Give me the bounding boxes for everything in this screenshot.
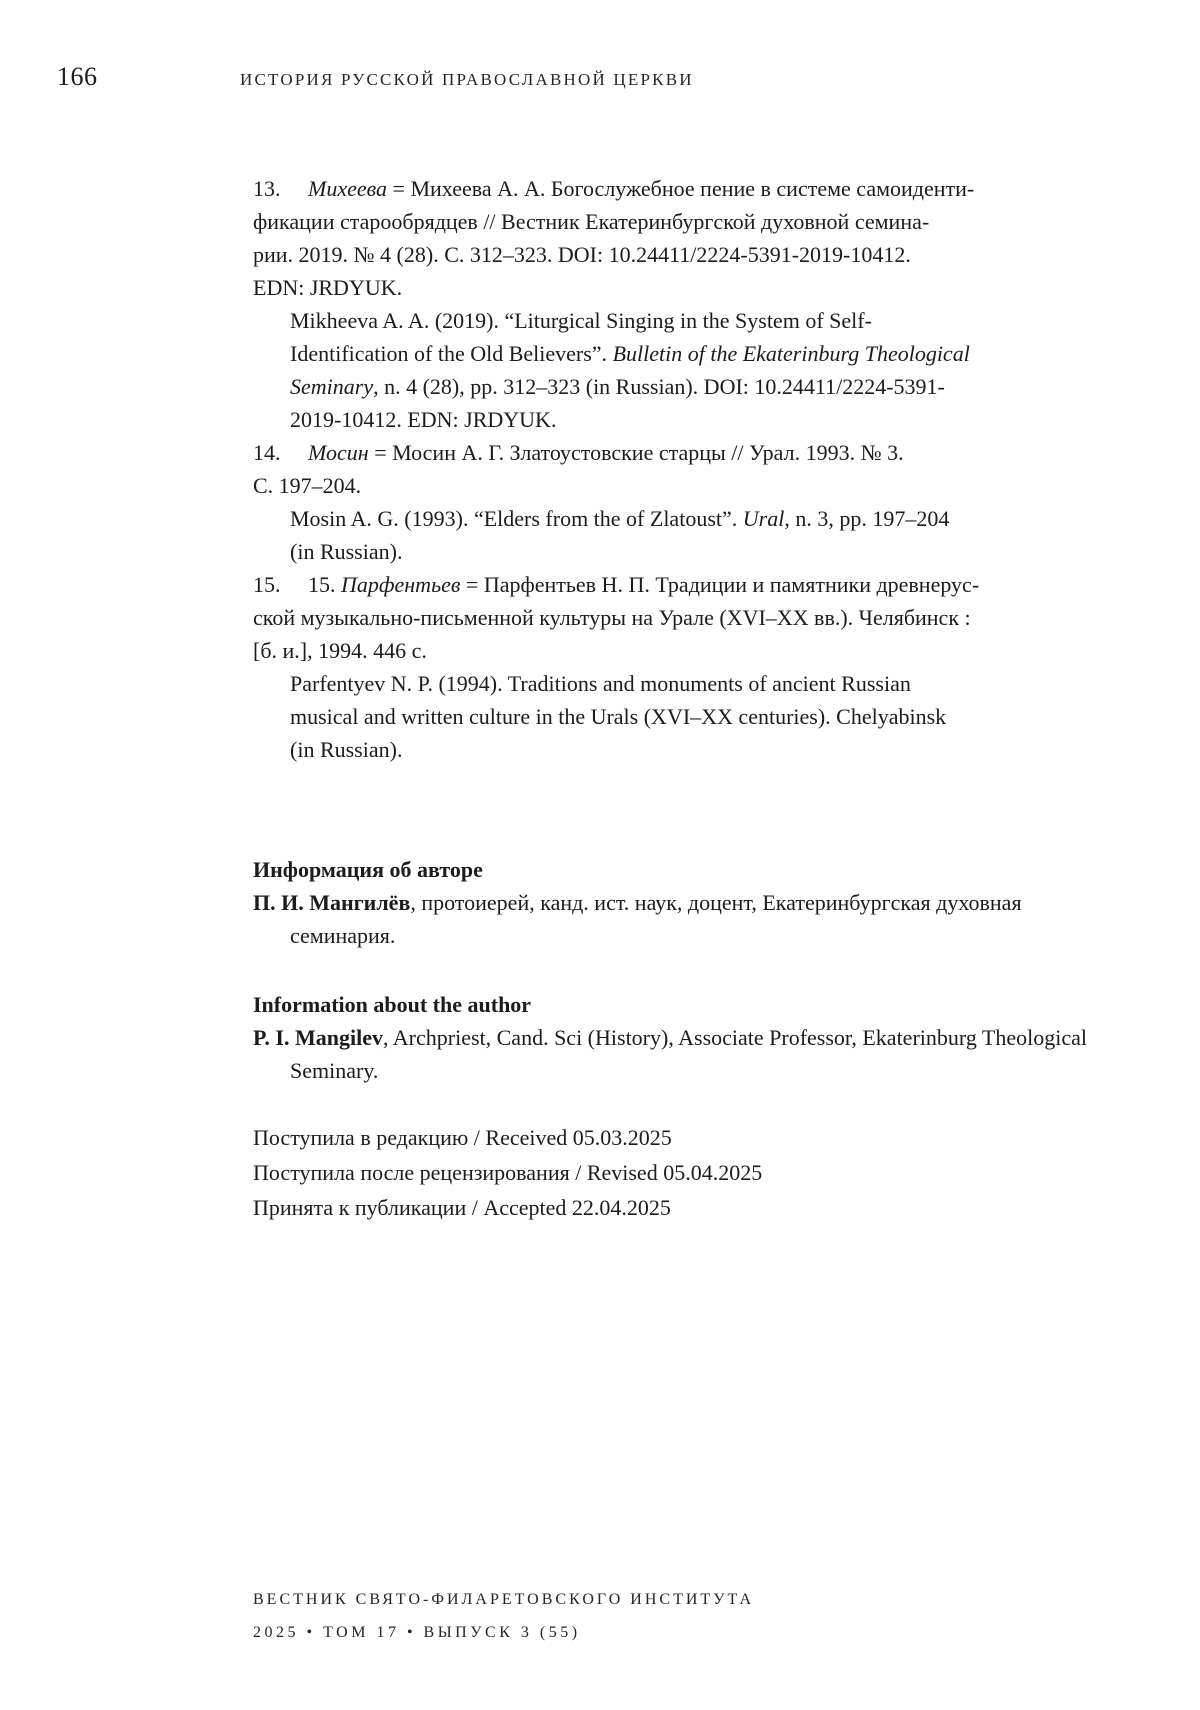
reference-line: Identification of the Old Believers”. Bulletin of the Ekaterinburg Theological xyxy=(290,341,970,366)
reference-line: С. 197–204. xyxy=(253,473,362,498)
author-info-ru-line: П. И. Мангилёв, протоиерей, канд. ист. наук, доцент, Екатеринбургская духовная xyxy=(253,890,1022,915)
reference-line: 14. Мосин = Мосин А. Г. Златоустовские старцы // Урал. 1993. № 3. xyxy=(253,440,904,465)
reference-line: 13. Михеева = Михеева А. А. Богослужебное пение в системе самоиденти- xyxy=(253,176,975,201)
reference-line: фикации старообрядцев // Вестник Екатеринбургской духовной семина- xyxy=(253,209,930,234)
reference-item-14 xyxy=(253,436,990,568)
page-number: 166 xyxy=(57,62,98,91)
page-footer xyxy=(253,1591,754,1642)
reference-line: Mosin A. G. (1993). “Elders from the of Zlatoust”. Ural, n. 3, pp. 197–204 xyxy=(290,506,950,531)
reference-14-translation xyxy=(253,502,990,568)
footer-journal-title: ВЕСТНИК СВЯТО-ФИЛАРЕТОВСКОГО ИНСТИТУТА xyxy=(253,1591,755,1608)
reference-line: (in Russian). xyxy=(290,539,403,564)
author-info-ru-line: семинария. xyxy=(290,923,396,948)
author-info-en-line: P. I. Mangilev, Archpriest, Cand. Sci (History), Associate Professor, Ekaterinburg Theological xyxy=(253,1025,1087,1050)
reference-item-15 xyxy=(253,568,990,766)
dates-section xyxy=(253,1120,990,1225)
reference-line: 2019-10412. EDN: JRDYUK. xyxy=(290,407,557,432)
reference-line: Mikheeva A. A. (2019). “Liturgical Singing in the System of Self- xyxy=(290,308,872,333)
date-received-line: Поступила в редакцию / Received 05.03.2025 xyxy=(253,1125,672,1150)
reference-line: musical and written culture in the Urals (XVI–XX centuries). Chelyabinsk xyxy=(290,704,947,729)
author-info-en-heading: Information about the author xyxy=(253,992,532,1017)
author-info-en-section xyxy=(253,988,1087,1087)
footer-issue-line: 2025 • ТОМ 17 • ВЫПУСК 3 (55) xyxy=(253,1624,581,1641)
reference-13-russian xyxy=(253,172,990,304)
reference-item-13 xyxy=(253,172,990,436)
running-head: ИСТОРИЯ РУССКОЙ ПРАВОСЛАВНОЙ ЦЕРКВИ xyxy=(240,70,694,89)
author-info-en-line: Seminary. xyxy=(290,1058,379,1083)
author-info-ru-section xyxy=(253,853,1022,952)
reference-15-russian xyxy=(253,568,990,667)
reference-15-translation xyxy=(253,667,990,766)
reference-line: EDN: JRDYUK. xyxy=(253,275,403,300)
reference-line: рии. 2019. № 4 (28). С. 312–323. DOI: 10.24411/2224-5391-2019-10412. xyxy=(253,242,911,267)
author-info-ru-heading: Информация об авторе xyxy=(253,857,483,882)
reference-line: (in Russian). xyxy=(290,737,403,762)
reference-14-russian xyxy=(253,436,990,502)
page-body xyxy=(253,172,1087,1225)
reference-13-translation xyxy=(253,304,990,436)
reference-line: Parfentyev N. P. (1994). Traditions and monuments of ancient Russian xyxy=(290,671,911,696)
reference-line: [б. и.], 1994. 446 с. xyxy=(253,638,427,663)
date-accepted-line: Принята к публикации / Accepted 22.04.2025 xyxy=(253,1195,671,1220)
reference-line: Seminary, n. 4 (28), pp. 312–323 (in Russian). DOI: 10.24411/2224-5391- xyxy=(290,374,945,399)
date-revised-line: Поступила после рецензирования / Revised 05.04.2025 xyxy=(253,1160,763,1185)
reference-line: 15. 15. Парфентьев = Парфентьев Н. П. Традиции и памятники древнерус- xyxy=(253,572,980,597)
references-list xyxy=(253,172,990,766)
reference-line: ской музыкально-письменной культуры на Урале (XVI–XX вв.). Челябинск : xyxy=(253,605,971,630)
